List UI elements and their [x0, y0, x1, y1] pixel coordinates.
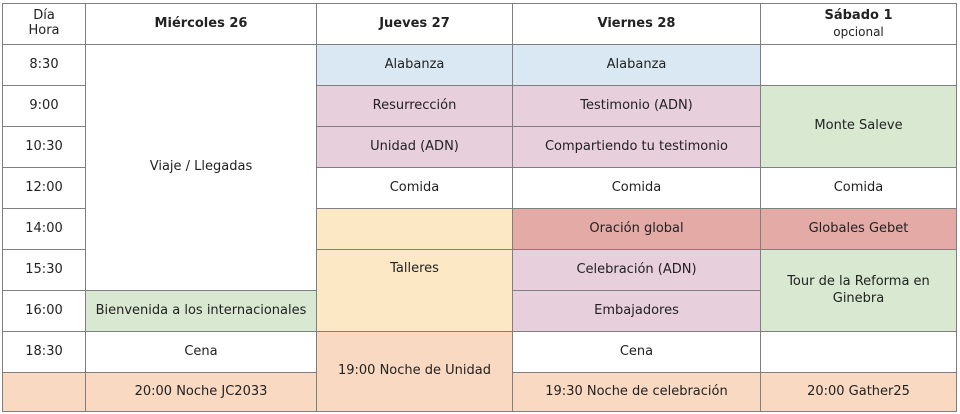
event-fri-testimony: [512, 85, 761, 127]
time-slot-1030: [2, 126, 86, 168]
event-thu-workshops: [316, 249, 513, 332]
event-label: 20:00 Noche JC2033: [134, 383, 268, 399]
event-label: 19:00 Noche de Unidad: [337, 363, 491, 379]
event-sat-gebet: [760, 208, 957, 250]
time-slot-0830: [2, 44, 86, 86]
event-fri-dinner: [512, 331, 761, 373]
event-thu-night: [316, 331, 513, 412]
event-label: Alabanza: [384, 56, 445, 72]
event-sat-saleve: [760, 85, 957, 168]
corner-day-label: Día: [33, 8, 55, 24]
event-thu-unity: [316, 126, 513, 168]
event-wed-night: [85, 372, 317, 412]
event-sat-blank-top: [760, 44, 957, 86]
event-label: Testimonio (ADN): [580, 97, 693, 113]
corner-time-label: Hora: [28, 23, 60, 38]
event-fri-prayer: [512, 208, 761, 250]
day-label: Sábado 1: [824, 7, 893, 23]
event-thu-worship: [316, 44, 513, 86]
day-label: Miércoles 26: [154, 15, 248, 31]
event-label: Cena: [619, 343, 654, 359]
time-label: 15:30: [25, 261, 63, 277]
event-label: Oración global: [589, 220, 684, 236]
time-label: 14:00: [25, 220, 63, 236]
event-label: Celebración (ADN): [576, 261, 697, 277]
event-thu-lunch: [316, 167, 513, 209]
event-label: Tour de la Reforma en Ginebra: [787, 274, 930, 306]
corner-header: [2, 3, 86, 45]
event-label: Unidad (ADN): [370, 138, 459, 154]
time-label: 18:30: [25, 343, 63, 359]
event-fri-celebration: [512, 249, 761, 291]
day-header-thursday: [316, 3, 513, 45]
day-header-friday: [512, 3, 761, 45]
event-fri-sharing: [512, 126, 761, 168]
time-label: 10:30: [25, 138, 63, 154]
day-label: Viernes 28: [597, 15, 676, 31]
time-slot-1830: [2, 331, 86, 373]
time-slot-1200: [2, 167, 86, 209]
event-label: 20:00 Gather25: [807, 383, 910, 399]
event-thu-resurrection: [316, 85, 513, 127]
event-label: Comida: [389, 179, 440, 195]
event-thu-blank: [316, 208, 513, 250]
event-sat-tour: [760, 249, 957, 332]
event-wed-welcome: [85, 290, 317, 332]
time-label: 9:00: [29, 97, 59, 113]
event-wed-dinner: [85, 331, 317, 373]
event-label: Embajadores: [594, 302, 679, 318]
event-fri-night: [512, 372, 761, 412]
event-sat-night: [760, 372, 957, 412]
event-label: Cena: [184, 343, 218, 359]
event-label: Comida: [611, 179, 662, 195]
day-sublabel: opcional: [833, 25, 884, 40]
event-sat-blank-dinner: [760, 331, 957, 373]
event-fri-worship: [512, 44, 761, 86]
time-slot-0900: [2, 85, 86, 127]
time-label: 8:30: [29, 56, 59, 72]
day-header-saturday: [760, 3, 957, 45]
time-slot-1600: [2, 290, 86, 332]
time-label: 16:00: [25, 302, 63, 318]
event-label: Comida: [833, 179, 884, 195]
event-label: Monte Saleve: [814, 118, 903, 134]
event-label: 19:30 Noche de celebración: [545, 383, 728, 399]
event-wed-travel: [85, 44, 317, 291]
event-label: Alabanza: [606, 56, 667, 72]
time-slot-1400: [2, 208, 86, 250]
event-label: Resurrección: [372, 97, 457, 113]
time-slot-evening: [2, 372, 86, 412]
time-slot-1530: [2, 249, 86, 291]
event-label: Compartiendo tu testimonio: [544, 138, 728, 154]
day-header-wednesday: [85, 3, 317, 45]
event-label: Bienvenida a los internacionales: [95, 302, 307, 318]
event-label: Globales Gebet: [808, 220, 909, 236]
event-label: Talleres: [390, 261, 439, 276]
day-label: Jueves 27: [379, 15, 450, 31]
event-fri-ambassadors: [512, 290, 761, 332]
event-sat-lunch: [760, 167, 957, 209]
event-fri-lunch: [512, 167, 761, 209]
time-label: 12:00: [25, 179, 63, 195]
event-label: Viaje / Llegadas: [149, 159, 253, 175]
